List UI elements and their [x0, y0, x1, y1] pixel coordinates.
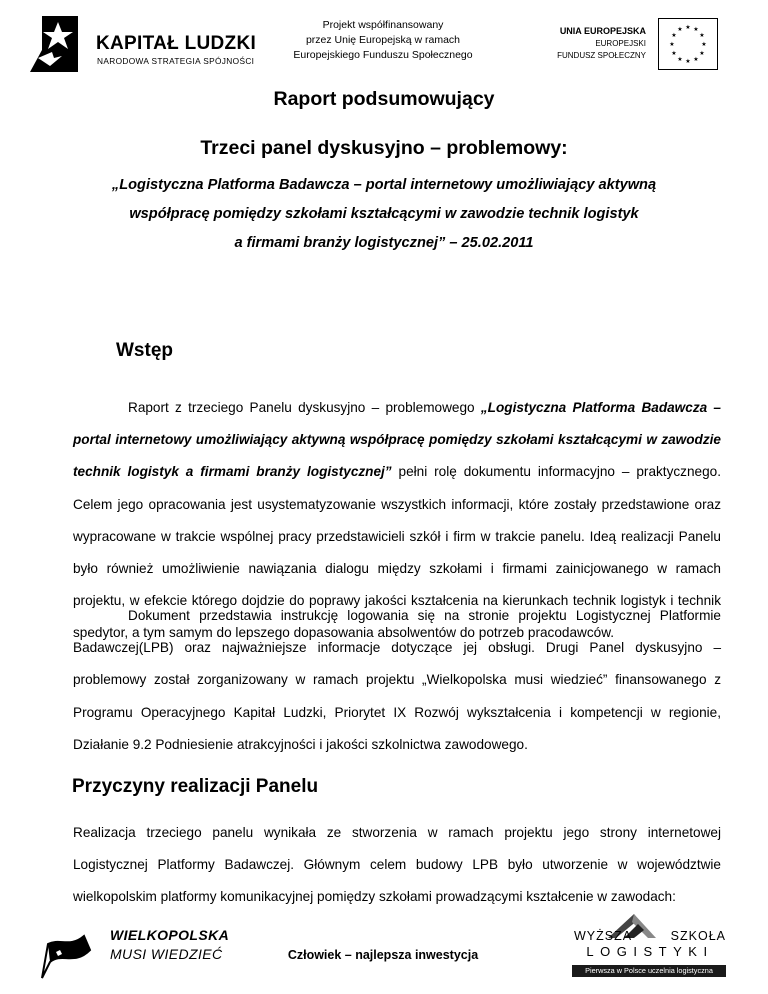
wsl-word: SZKOŁA [670, 929, 726, 943]
svg-text:★: ★ [699, 50, 705, 57]
svg-text:★: ★ [677, 26, 683, 33]
topic-line: współpracę pomiędzy szkołami kształcącymi w zawodzie technik logistyk [129, 206, 639, 222]
wsl-word: WYŻSZA [574, 929, 633, 943]
eu-flag-icon [658, 18, 718, 70]
intro-emphasis: „Logistyczna Platforma Badawcza – portal internetowy umożliwiający aktywną współpracę pomiędzy szkołami kształcącymi w zawodzie technik logistyk a firmami branży logistycznej” [73, 400, 721, 480]
project-funding-line: Projekt współfinansowany [322, 19, 444, 31]
project-funding-note [285, 18, 481, 63]
intro-text: pełni rolę dokumentu informacyjno – praktycznego. Celem jego opracowania jest usystematyzowanie wszystkich informacji, które zostały przedstawione oraz wypracowane w trakcie wspólnej pracy przedstawicieli szkół i firm w trakcie panelu. Ideą realizacji Panelu było również umożliwienie nawiązania dialogu między szkołami i firmami zainicjowanego w ramach projektu, w efekcie którego dojdzie do poprawy jakości kształcenia na kierunkach technik logistyk i technik spedytor, a tym samym do lepszego dopasowania absolwentów do potrzeb pracodawców. [73, 464, 721, 641]
topic-line: „Logistyczna Platforma Badawcza – portal internetowy umożliwiający aktywną [111, 177, 657, 193]
wsl-name-line [574, 929, 726, 943]
svg-text:★: ★ [685, 58, 691, 65]
wielkopolska-flag-icon [40, 922, 100, 982]
svg-text:★: ★ [701, 41, 707, 48]
svg-text:★: ★ [699, 32, 705, 39]
kapital-ludzki-logo-icon [28, 14, 80, 74]
document-subtitle: Trzeci panel dyskusyjno – problemowy: [200, 137, 568, 159]
wsl-tagline: Pierwsza w Polsce uczelnia logistyczna [572, 965, 726, 977]
kapital-ludzki-subtitle: NARODOWA STRATEGIA SPÓJNOŚCI [97, 56, 255, 66]
svg-text:★: ★ [693, 26, 699, 33]
topic-line: a firmami branży logistycznej” – 25.02.2011 [234, 235, 534, 251]
intro-paragraph-2: Dokument przedstawia instrukcję logowania się na stronie projektu Logistycznej Platformie Badawczej(LPB) oraz najważniejsze informacje dotyczące jej obsługi. Drugi Panel dyskusyjno – problemowy został zorganizowany w ramach projektu „Wielkopolska musi wiedzieć” finansowanego z Programu Operacyjnego Kapitał Ludzki, Priorytet IX Rozwój wykształcenia i kompetencji w regionie, Działanie 9.2 Podniesienie atrakcyjności i jakości szkolnictwa zawodowego. [73, 608, 721, 752]
svg-text:★: ★ [677, 56, 683, 63]
svg-text:★: ★ [685, 24, 691, 31]
eu-title: UNIA EUROPEJSKA [559, 26, 646, 36]
reasons-paragraph: Realizacja trzeciego panelu wynikała ze stworzenia w ramach projektu jego strony internetowej Logistycznej Platformy Badawczej. Głównym celem budowy LPB było utworzenie w województwie wielkopolskim platformy komunikacyjnej pomiędzy szkołami prowadzącymi kształcenie w zawodach: [73, 825, 721, 905]
wsl-logistyki: LOGISTYKI [586, 944, 714, 959]
eu-fund-line: FUNDUSZ SPOŁECZNY [557, 51, 646, 60]
eu-fund-line: EUROPEJSKI [595, 39, 646, 48]
svg-text:★: ★ [671, 32, 677, 39]
svg-text:★: ★ [669, 41, 675, 48]
document-title: Raport podsumowujący [273, 88, 495, 110]
svg-text:★: ★ [693, 56, 699, 63]
section-heading-reasons: Przyczyny realizacji Panelu [72, 776, 319, 797]
project-funding-line: przez Unię Europejską w ramach [305, 34, 461, 46]
section-heading-intro: Wstęp [116, 340, 173, 361]
svg-text:★: ★ [671, 50, 677, 57]
wielkopolska-title: WIELKOPOLSKA [110, 927, 230, 943]
footer-slogan: Człowiek – najlepsza inwestycja [287, 948, 479, 962]
wielkopolska-subtitle: MUSI WIEDZIEĆ [110, 946, 223, 962]
intro-text: Raport z trzeciego Panelu dyskusyjno – problemowego [128, 400, 481, 415]
eu-fund-name [540, 38, 646, 62]
kapital-ludzki-title: KAPITAŁ LUDZKI [96, 33, 257, 54]
project-funding-line: Europejskiego Funduszu Społecznego [293, 49, 473, 61]
